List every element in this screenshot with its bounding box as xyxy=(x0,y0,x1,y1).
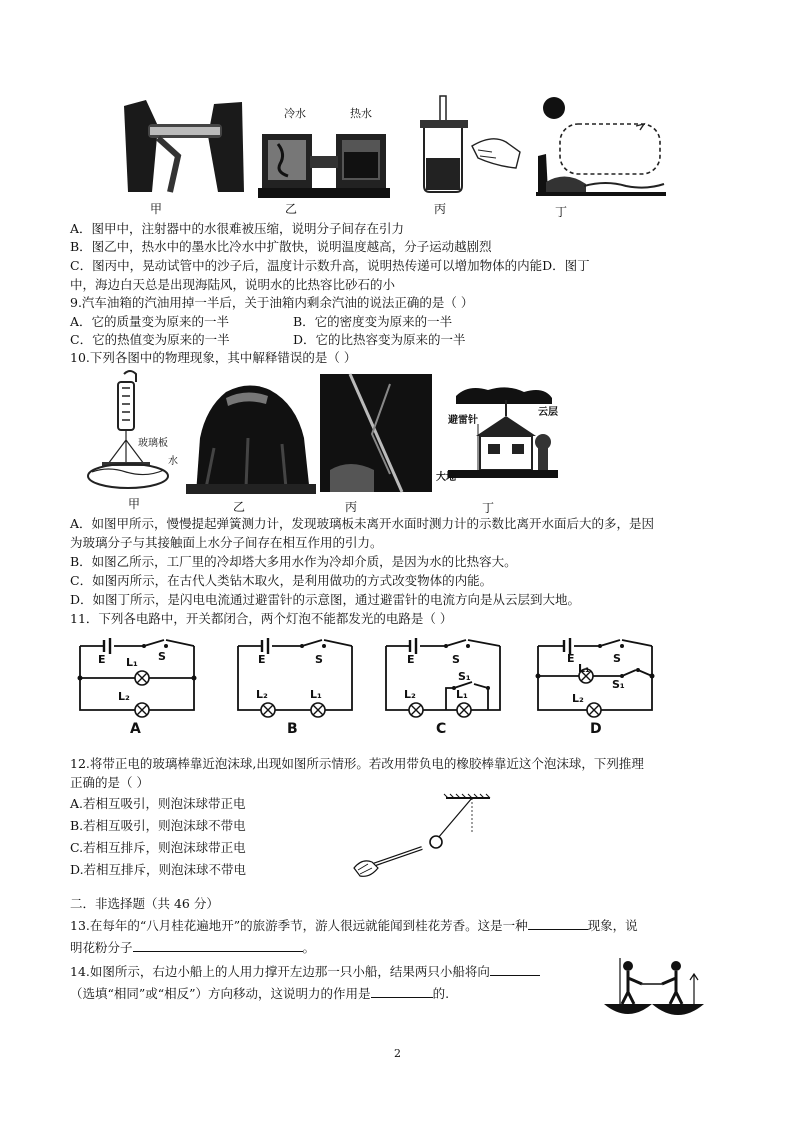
fig-label-bing: 丙 xyxy=(434,202,447,216)
circuit-d-l1: L₁ xyxy=(578,662,590,675)
fig-syringe-jia xyxy=(118,96,248,196)
fig-test-tube-bing xyxy=(416,96,526,196)
q9-option-d: D．它的比热容变为原来的一半 xyxy=(293,332,466,347)
q13-line1 xyxy=(70,917,638,934)
circuit-d-e: E xyxy=(567,652,575,665)
fig-label-yi-10: 乙 xyxy=(233,500,246,514)
circuit-b-l2: L₂ xyxy=(256,688,268,701)
fig-lightning-rod-ding xyxy=(448,384,558,490)
circuit-a-s: S xyxy=(158,650,166,663)
q13-text-c: 明花粉分子 xyxy=(70,940,133,955)
q8-option-a: A．图甲中，注射器中的水很难被压缩，说明分子间存在引力 xyxy=(70,221,405,236)
label-hot-water: 热水 xyxy=(350,107,372,120)
q14-line2 xyxy=(70,985,449,1002)
q12-option-d: D.若相互排斥，则泡沫球不带电 xyxy=(70,862,247,877)
q12-stem-line1: 12.将带正电的玻璃棒靠近泡沫球,出现如图所示情形。若改用带负电的橡胶棒靠近这个泡沫球，下列推理 xyxy=(70,756,644,771)
q14-line1 xyxy=(70,963,540,980)
page-number: 2 xyxy=(394,1047,401,1060)
fig-spring-scale-jia xyxy=(86,368,186,494)
q12-option-b: B.若相互吸引，则泡沫球不带电 xyxy=(70,818,246,833)
q13-text-b: 现象，说 xyxy=(587,918,638,933)
circuit-c-s: S xyxy=(452,653,460,666)
fig-sea-breeze-ding xyxy=(536,96,666,200)
q12-stem-line2: 正确的是（ ） xyxy=(70,775,149,790)
circuit-c-e: E xyxy=(407,653,415,666)
q14-blank-1[interactable] xyxy=(490,963,540,976)
circuit-b-e: E xyxy=(258,653,266,666)
q8-option-b: B．图乙中，热水中的墨水比冷水中扩散快，说明温度越高，分子运动越剧烈 xyxy=(70,239,492,254)
q13-text-a: 13.在每年的“八月桂花遍地开”的旅游季节，游人很远就能闻到桂花芳香。这是一种 xyxy=(70,918,528,933)
q13-blank-1[interactable] xyxy=(528,917,588,930)
fig-drill-fire-bing xyxy=(320,374,432,492)
q8-option-c: C．图丙中，晃动试管中的沙子后，温度计示数升高，说明热传递可以增加物体的内能D．图丁 xyxy=(70,258,590,273)
circuit-b xyxy=(236,640,354,716)
label-cloud-layer: 云层 xyxy=(538,407,558,418)
circuit-d-l2: L₂ xyxy=(572,692,584,705)
q10-option-c: C．如图丙所示，在古代人类钻木取火，是利用做功的方式改变物体的内能。 xyxy=(70,573,493,588)
fig-label-jia-10: 甲 xyxy=(128,497,141,511)
q9-stem: 9.汽车油箱的汽油用掉一半后，关于油箱内剩余汽油的说法正确的是（ ） xyxy=(70,295,474,310)
circuit-d-s1: S₁ xyxy=(612,678,625,691)
q8-option-c-cont: 中，海边白天总是出现海陆风，说明水的比热容比砂石的小 xyxy=(70,277,396,292)
q12-option-c: C.若相互排斥，则泡沫球带正电 xyxy=(70,840,246,855)
q10-option-d: D．如图丁所示，是闪电电流通过避雷针的示意图，通过避雷针的电流方向是从云层到大地。 xyxy=(70,592,581,607)
fig-label-yi: 乙 xyxy=(285,202,298,216)
q10-stem: 10.下列各图中的物理现象，其中解释错误的是（ ） xyxy=(70,350,357,365)
q12-option-a: A.若相互吸引，则泡沫球带正电 xyxy=(70,796,246,811)
q11-stem: 11．下列各电路中，开关都闭合，两个灯泡不能都发光的电路是（ ） xyxy=(70,611,453,626)
q14-text-b: （选填“相同”或“相反”）方向移动，这说明力的作用是 xyxy=(70,986,371,1001)
label-lightning-rod: 避雷针 xyxy=(448,415,478,426)
circuit-d-s: S xyxy=(613,652,621,665)
circuit-c-l2: L₂ xyxy=(404,688,416,701)
q14-text-c: 的. xyxy=(432,986,450,1001)
label-ground: 大地 xyxy=(436,472,456,483)
circuit-c-label: C xyxy=(436,721,447,737)
q13-text-d: 。 xyxy=(302,940,316,955)
q14-blank-2[interactable] xyxy=(371,985,433,998)
circuit-b-s: S xyxy=(315,653,323,666)
q9-option-b: B．它的密度变为原来的一半 xyxy=(293,314,453,329)
label-glass-plate: 玻璃板 xyxy=(138,438,168,449)
label-cold-water: 冷水 xyxy=(284,107,306,120)
q14-text-a: 14.如图所示，右边小船上的人用力撑开左边那一只小船，结果两只小船将向 xyxy=(70,964,490,979)
circuit-c-l1: L₁ xyxy=(456,688,468,701)
fig-two-boats xyxy=(598,954,708,1026)
section-2-title: 二．非选择题（共 46 分） xyxy=(70,896,219,911)
label-water: 水 xyxy=(168,456,178,467)
circuit-c xyxy=(384,640,502,716)
circuit-d-label: D xyxy=(590,721,602,737)
circuit-b-l1: L₁ xyxy=(310,688,322,701)
q10-option-b: B．如图乙所示，工厂里的冷却塔大多用水作为冷却介质，是因为水的比热容大。 xyxy=(70,554,517,569)
q9-option-a: A．它的质量变为原来的一半 xyxy=(70,314,230,329)
q10-option-a-cont: 为玻璃分子与其接触面上水分子间存在相互作用的引力。 xyxy=(70,535,383,550)
circuit-a-l2: L₂ xyxy=(118,690,130,703)
q10-option-a: A．如图甲所示，慢慢提起弹簧测力计，发现玻璃板未离开水面时测力计的示数比离开水面后大的多，是因 xyxy=(70,516,655,531)
fig-label-ding-10: 丁 xyxy=(482,501,495,515)
fig-label-ding: 丁 xyxy=(555,205,568,219)
fig-cooling-tower-yi xyxy=(186,378,316,494)
q13-blank-2[interactable] xyxy=(133,939,303,952)
circuit-c-s1: S₁ xyxy=(458,670,471,683)
circuit-b-label: B xyxy=(287,721,298,737)
circuit-a-label: A xyxy=(130,721,141,737)
q13-line2 xyxy=(70,939,315,956)
circuit-a-e: E xyxy=(98,653,106,666)
circuit-d xyxy=(536,640,654,716)
fig-label-jia: 甲 xyxy=(150,202,163,216)
q9-option-c: C．它的热值变为原来的一半 xyxy=(70,332,230,347)
circuit-a xyxy=(78,640,196,716)
fig-label-bing-10: 丙 xyxy=(345,500,358,514)
circuit-a-l1: L₁ xyxy=(126,656,138,669)
fig-foam-ball-rod xyxy=(350,794,506,886)
